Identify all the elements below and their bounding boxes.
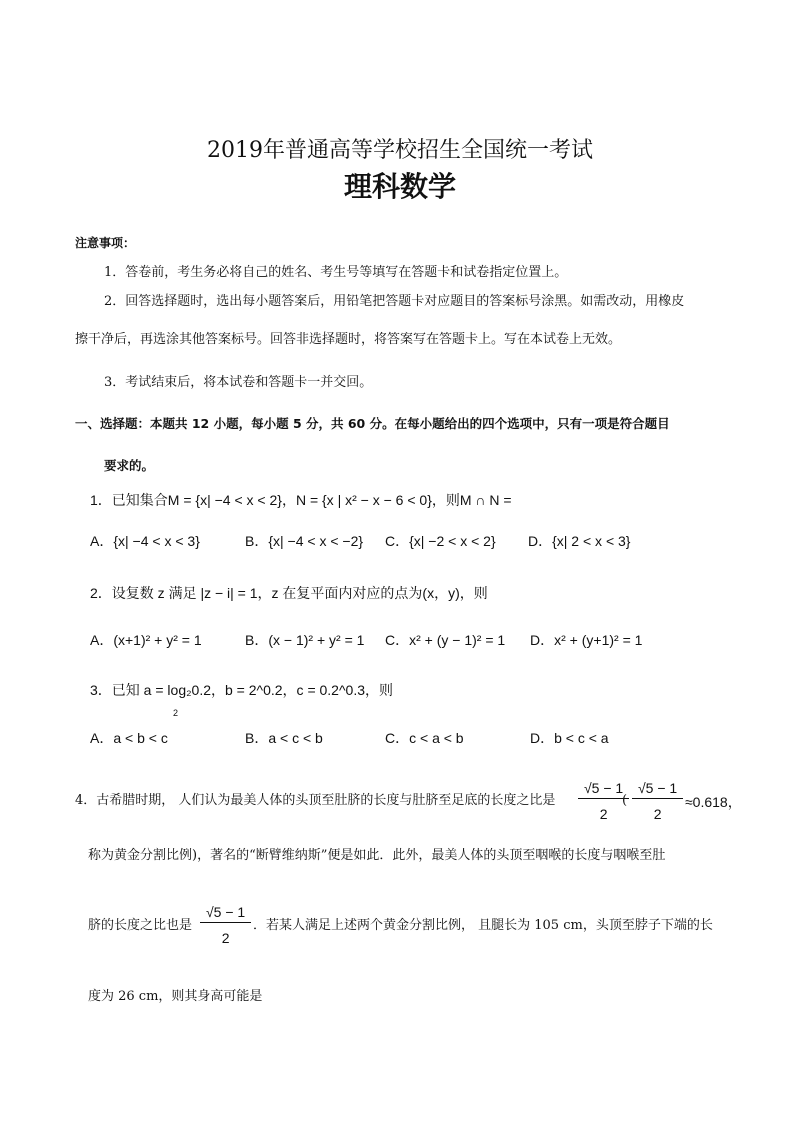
numerator: √5 − 1	[200, 902, 251, 923]
section-heading-cont: 要求的。	[104, 458, 155, 473]
option-d[interactable]: D．x² + (y+1)² = 1	[530, 632, 643, 648]
denominator: 2	[599, 806, 608, 822]
option-b[interactable]: B．(x − 1)² + y² = 1	[245, 632, 365, 648]
option-a[interactable]: A．a < b < c	[90, 730, 168, 746]
notice-heading: 注意事项：	[75, 236, 136, 250]
option-a[interactable]: A．(x+1)² + y² = 1	[90, 632, 202, 648]
golden-ratio-fraction	[632, 778, 683, 829]
denominator: 2	[653, 806, 662, 822]
paren: (	[622, 793, 628, 808]
question-3-stem: 3．已知 a = log₂0.2，b = 2^0.2，c = 0.2^0.3，则	[90, 682, 394, 698]
notice-item: 3．考试结束后，将本试卷和答题卡一并交回。	[104, 375, 373, 390]
question-4-stem: 4．古希腊时期， 人们认为最美人体的头顶至肚脐的长度与肚脐至足底的长度之比是	[75, 793, 556, 808]
notice-item: 2．回答选择题时，选出每小题答案后，用铅笔把答题卡对应题目的答案标号涂黑。如需改动，用橡皮	[104, 294, 685, 309]
question-4-line: 称为黄金分割比例)，著名的“断臂维纳斯”便是如此．此外，最美人体的头顶至咽喉的长度与咽喉至肚	[88, 848, 666, 863]
option-a[interactable]: A．{x| −4 < x < 3}	[90, 533, 200, 549]
option-d[interactable]: D．{x| 2 < x < 3}	[528, 533, 631, 549]
option-c[interactable]: C．{x| −2 < x < 2}	[385, 533, 496, 549]
numerator: √5 − 1	[632, 778, 683, 799]
question-2-stem: 2．设复数 z 满足 |z − i| = 1，z 在复平面内对应的点为(x，y)，则	[90, 585, 488, 601]
exam-title: 2019年普通高等学校招生全国统一考试	[207, 138, 593, 163]
option-c[interactable]: C．x² + (y − 1)² = 1	[385, 632, 506, 648]
option-b[interactable]: B．{x| −4 < x < −2}	[245, 533, 364, 549]
option-b[interactable]: B．a < c < b	[245, 730, 323, 746]
numerator: √5 − 1	[578, 778, 629, 799]
exam-subject: 理科数学	[343, 170, 456, 203]
question-4-line: 脐的长度之比也是	[88, 918, 193, 933]
log-base: 2	[173, 708, 179, 718]
approx-value: ≈0.618，	[685, 794, 742, 810]
option-c[interactable]: C．c < a < b	[385, 730, 464, 746]
notice-item: 擦干净后，再选涂其他答案标号。回答非选择题时，将答案写在答题卡上。写在本试卷上无效。	[75, 332, 622, 347]
golden-ratio-fraction	[200, 902, 251, 953]
section-heading: 一、选择题：本题共 12 小题，每小题 5 分，共 60 分。在每小题给出的四个选项中，只有一项是符合题目	[75, 416, 670, 431]
question-4-line: ．若某人满足上述两个黄金分割比例， 且腿长为 105 cm，头顶至脖子下端的长	[253, 918, 713, 933]
question-1-stem: 1．已知集合M = {x| −4 < x < 2}，N = {x | x² − x − 6 < 0}，则M ∩ N =	[90, 492, 512, 508]
denominator: 2	[221, 930, 230, 946]
option-d[interactable]: D．b < c < a	[530, 730, 609, 746]
notice-item: 1．答卷前，考生务必将自己的姓名、考生号等填写在答题卡和试卷指定位置上。	[104, 265, 568, 280]
question-4-line: 度为 26 cm，则其身高可能是	[88, 989, 263, 1004]
